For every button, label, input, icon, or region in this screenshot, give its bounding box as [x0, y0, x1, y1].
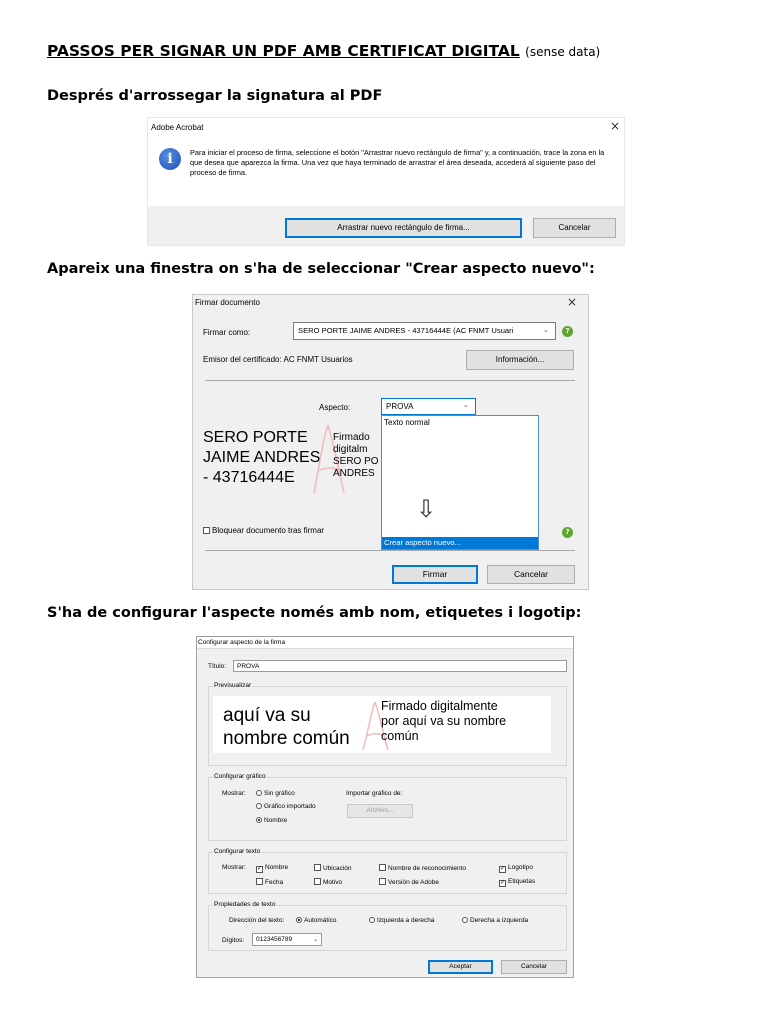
page-title	[47, 42, 600, 60]
cancel-button[interactable]: Cancelar	[487, 565, 575, 584]
radio-selected-icon	[296, 917, 302, 923]
section-heading-1: Després d'arrossegar la signatura al PDF	[47, 88, 383, 104]
checkbox-location[interactable]	[314, 864, 352, 872]
checkbox-icon	[256, 878, 263, 885]
sign-as-label: Firmar como:	[203, 328, 251, 337]
radio-label: Gráfico importado	[264, 803, 316, 810]
radio-left-to-right[interactable]	[369, 917, 434, 924]
checkbox-distinguished-name[interactable]	[379, 864, 466, 872]
sign-as-value: SERO PORTE JAIME ANDRES - 43716444E (AC FNMT Usuari	[298, 326, 514, 335]
checkbox-date[interactable]	[256, 878, 283, 886]
preview-detail-line: Firmado	[333, 432, 370, 443]
preview-details	[381, 699, 506, 744]
radio-automatic[interactable]	[296, 917, 337, 924]
group-label: Previsualizar	[214, 682, 252, 689]
radio-label: Sin gráfico	[264, 790, 295, 797]
close-icon[interactable]: ×	[567, 295, 578, 309]
checkbox-icon	[379, 864, 386, 871]
group-label: Configurar gráfico	[214, 773, 266, 780]
preview-name-line: - 43716444E	[203, 469, 295, 486]
preview-detail-line: ANDRES	[333, 468, 375, 479]
dialog-title: Configurar aspecto de la firma	[198, 639, 286, 646]
checkbox-icon	[314, 864, 321, 871]
radio-icon	[462, 917, 468, 923]
title-input[interactable]	[233, 660, 567, 672]
preview-name-line: aquí va su	[223, 705, 311, 726]
chevron-down-icon: ⌄	[543, 327, 549, 334]
radio-name[interactable]	[256, 817, 287, 824]
radio-imported-graphic[interactable]	[256, 803, 316, 810]
checkbox-label: Motivo	[323, 879, 343, 886]
page-title-note: (sense data)	[525, 45, 601, 59]
radio-icon	[256, 790, 262, 796]
sign-document-dialog	[192, 294, 589, 590]
digits-value: 0123456789	[256, 936, 293, 943]
preview-name-line: SERO PORTE	[203, 429, 308, 446]
option-normal-text[interactable]: Texto normal	[384, 418, 430, 427]
title-label: Título:	[208, 663, 227, 670]
help-icon[interactable]: ?	[562, 527, 573, 538]
graphic-group	[208, 773, 567, 841]
page-title-text: PASSOS PER SIGNAR UN PDF AMB CERTIFICAT DIGITAL	[47, 42, 520, 60]
radio-icon	[256, 803, 262, 809]
help-icon[interactable]: ?	[562, 326, 573, 337]
divider	[205, 380, 575, 381]
radio-label: Nombre	[264, 817, 288, 824]
file-button[interactable]: Archivo...	[347, 804, 413, 818]
aspect-dropdown-list	[381, 415, 539, 550]
checkbox-icon	[203, 527, 210, 534]
preview-detail-line: digitalm	[333, 444, 368, 455]
arrow-down-icon: ⇩	[416, 496, 437, 523]
issuer-label: Emisor del certificado: AC FNMT Usuarios	[203, 355, 353, 364]
information-button[interactable]: Información...	[466, 350, 574, 370]
checked-icon: ✓	[500, 866, 506, 872]
checkbox-label: Versión de Adobe	[388, 879, 439, 886]
divider	[205, 550, 575, 551]
radio-right-to-left[interactable]	[462, 917, 528, 924]
preview-detail-line: por aquí va su nombre	[381, 714, 507, 728]
preview-detail-line: Firmado digitalmente	[381, 699, 498, 713]
cancel-button[interactable]: Cancelar	[533, 218, 616, 238]
checkbox-label: Nombre de reconocimiento	[388, 865, 467, 872]
group-label: Propiedades de texto	[214, 901, 276, 908]
import-label: Importar gráfico de:	[346, 790, 403, 797]
preview-detail-line: SERO PO	[333, 456, 379, 467]
preview-box	[213, 696, 551, 753]
preview-name	[223, 704, 350, 750]
checkbox-name[interactable]	[256, 864, 288, 873]
digits-label: Dígitos:	[222, 937, 245, 944]
preview-name-line: nombre común	[223, 728, 350, 749]
option-create-new-aspect[interactable]: Crear aspecto nuevo...	[382, 537, 538, 549]
radio-icon	[369, 917, 375, 923]
drag-rectangle-button[interactable]: Arrastrar nuevo rectángulo de firma...	[285, 218, 522, 238]
digits-select[interactable]	[252, 933, 322, 946]
section-heading-2: Apareix una finestra on s'ha de seleccionar "Crear aspecto nuevo":	[47, 261, 595, 277]
radio-label: Derecha a izquierda	[470, 917, 529, 924]
dialog-title: Firmar documento	[195, 298, 260, 307]
checkbox-label: Etiquetas	[508, 878, 536, 885]
checkbox-icon	[314, 878, 321, 885]
close-icon[interactable]: ×	[610, 119, 621, 133]
checkbox-label: Fecha	[265, 879, 284, 886]
preview-details	[333, 432, 381, 480]
checked-icon: ✓	[500, 880, 506, 886]
cancel-button[interactable]: Cancelar	[501, 960, 567, 974]
chevron-down-icon: ⌄	[463, 402, 469, 409]
section-heading-3: S'ha de configurar l'aspecte només amb nom, etiquetes i logotip:	[47, 605, 582, 621]
preview-name-line: JAIME ANDRES	[203, 449, 321, 466]
show-label: Mostrar:	[222, 790, 246, 797]
dialog-title: Adobe Acrobat	[151, 123, 204, 132]
chevron-down-icon: ⌄	[313, 936, 319, 943]
direction-label: Dirección del texto:	[229, 917, 285, 924]
checkbox-adobe-version[interactable]	[379, 878, 439, 886]
checkbox-icon	[379, 878, 386, 885]
checkbox-label: Nombre	[265, 864, 289, 871]
aspect-select[interactable]	[381, 398, 476, 415]
dialog-message: Para iniciar el proceso de firma, seleccione el botón "Arrastrar nuevo rectángulo de firma" y, a continuación, trace la zona en la que desea que aparezca la firma. Una vez que haya terminado de arrastrar el área deseada, accederá al siguiente paso del proceso de firma.	[190, 148, 605, 177]
aspect-value: PROVA	[386, 402, 414, 411]
lock-label: Bloquear documento tras firmar	[212, 526, 325, 535]
preview-group	[208, 682, 567, 766]
accept-button[interactable]: Aceptar	[428, 960, 493, 974]
lock-document-checkbox[interactable]	[203, 526, 324, 535]
preview-detail-line: común	[381, 729, 419, 743]
checkbox-label: Logotipo	[508, 864, 533, 871]
checkbox-label: Ubicación	[323, 865, 352, 872]
checkbox-logo[interactable]	[499, 864, 533, 873]
info-icon: i	[159, 148, 181, 170]
radio-label: Automático	[304, 917, 337, 924]
checked-icon: ✓	[257, 866, 263, 872]
group-label: Configurar texto	[214, 848, 261, 855]
title-input-value: PROVA	[237, 663, 260, 670]
radio-selected-icon	[256, 817, 262, 823]
show-label: Mostrar:	[222, 864, 246, 871]
checkbox-reason[interactable]	[314, 878, 342, 886]
aspect-label: Aspecto:	[319, 403, 351, 412]
text-properties-group	[208, 901, 567, 951]
text-group	[208, 848, 567, 894]
configure-signature-appearance-dialog	[196, 636, 574, 978]
acrobat-dialog	[147, 117, 625, 246]
radio-label: Izquierda a derecha	[377, 917, 435, 924]
sign-button[interactable]: Firmar	[392, 565, 478, 584]
sign-as-select[interactable]	[293, 322, 556, 340]
checkbox-labels[interactable]	[499, 878, 535, 887]
radio-no-graphic[interactable]	[256, 790, 295, 797]
